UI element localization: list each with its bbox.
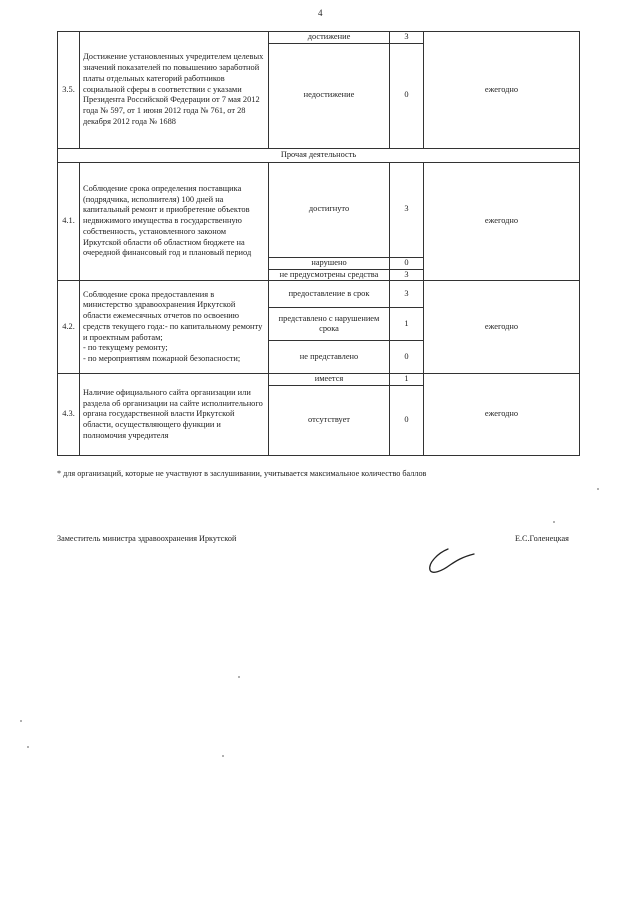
- section-header: Прочая деятельность: [58, 148, 580, 162]
- scan-speck: [222, 755, 224, 757]
- criterion-points: 3: [390, 32, 424, 44]
- description-line: Соблюдение срока предоставления в министерство здравоохранения Иркутской области ежемесячных отчетов по освоению средств текущего года:- по капитальному ремонту и проектным работам;: [83, 289, 263, 342]
- criterion-value: предоставление в срок: [269, 281, 390, 308]
- criterion-points: 1: [390, 308, 424, 341]
- criterion-value: недостижение: [269, 43, 390, 148]
- table-row: [58, 374, 580, 386]
- row-number: 4.3.: [58, 374, 80, 456]
- criterion-period: ежегодно: [424, 162, 580, 281]
- criteria-table: [57, 31, 580, 456]
- criterion-value: не представлено: [269, 341, 390, 374]
- criterion-value: отсутствует: [269, 386, 390, 456]
- criterion-points: 0: [390, 257, 424, 269]
- table-row: [58, 281, 580, 308]
- criterion-period: ежегодно: [424, 281, 580, 374]
- signer-title: Заместитель министра здравоохранения Иркутской: [57, 534, 237, 543]
- criterion-value: представлено с нарушением срока: [269, 308, 390, 341]
- scan-speck: [238, 676, 240, 678]
- scan-speck: [27, 746, 29, 748]
- footnote: * для организаций, которые не участвуют в заслушивании, учитывается максимальное количество баллов: [57, 469, 427, 478]
- criterion-description: [80, 281, 269, 374]
- scan-speck: [20, 720, 22, 722]
- page-number: 4: [318, 8, 323, 18]
- row-number: 3.5.: [58, 32, 80, 149]
- table-row: [58, 148, 580, 162]
- criterion-value: достижение: [269, 32, 390, 44]
- criterion-points: 3: [390, 281, 424, 308]
- table-row: [58, 162, 580, 257]
- criterion-value: достигнуто: [269, 162, 390, 257]
- criterion-points: 0: [390, 341, 424, 374]
- criterion-value: нарушено: [269, 257, 390, 269]
- row-number: 4.1.: [58, 162, 80, 281]
- criterion-points: 0: [390, 386, 424, 456]
- criterion-points: 1: [390, 374, 424, 386]
- row-number: 4.2.: [58, 281, 80, 374]
- criterion-value: не предусмотрены средства: [269, 269, 390, 281]
- description-line: - по текущему ремонту;: [83, 343, 168, 353]
- scan-speck: [597, 488, 599, 490]
- criterion-value: имеется: [269, 374, 390, 386]
- criterion-points: 3: [390, 269, 424, 281]
- scan-speck: [553, 521, 555, 523]
- criterion-description: Соблюдение срока определения поставщика (подрядчика, исполнителя) 100 дней на капитальный ремонт и приобретение объектов недвижимого имущества в государственную собственность, установленного законом Иркутской области об областном бюджете на очередной финансовый год и плановый период: [80, 162, 269, 281]
- signature-mark: [420, 543, 490, 583]
- criterion-period: ежегодно: [424, 32, 580, 149]
- criterion-points: 0: [390, 43, 424, 148]
- criterion-points: 3: [390, 162, 424, 257]
- criterion-description: Достижение установленных учредителем целевых значений показателей по повышению заработной платы отдельных категорий работников социальной сферы в соответствии с указами Президента Российской Федерации от 7 мая 2012 года № 597, от 1 июня 2012 года № 761, от 28 декабря 2012 года № 1688: [80, 32, 269, 149]
- signer-name: Е.С.Голенецкая: [515, 534, 569, 543]
- description-line: - по мероприятиям пожарной безопасности;: [83, 354, 241, 364]
- table-row: [58, 32, 580, 44]
- criterion-period: ежегодно: [424, 374, 580, 456]
- criterion-description: Наличие официального сайта организации или раздела об организации на сайте исполнительного органа государственной власти Иркутской области, осуществляющего функции и полномочия учредителя: [80, 374, 269, 456]
